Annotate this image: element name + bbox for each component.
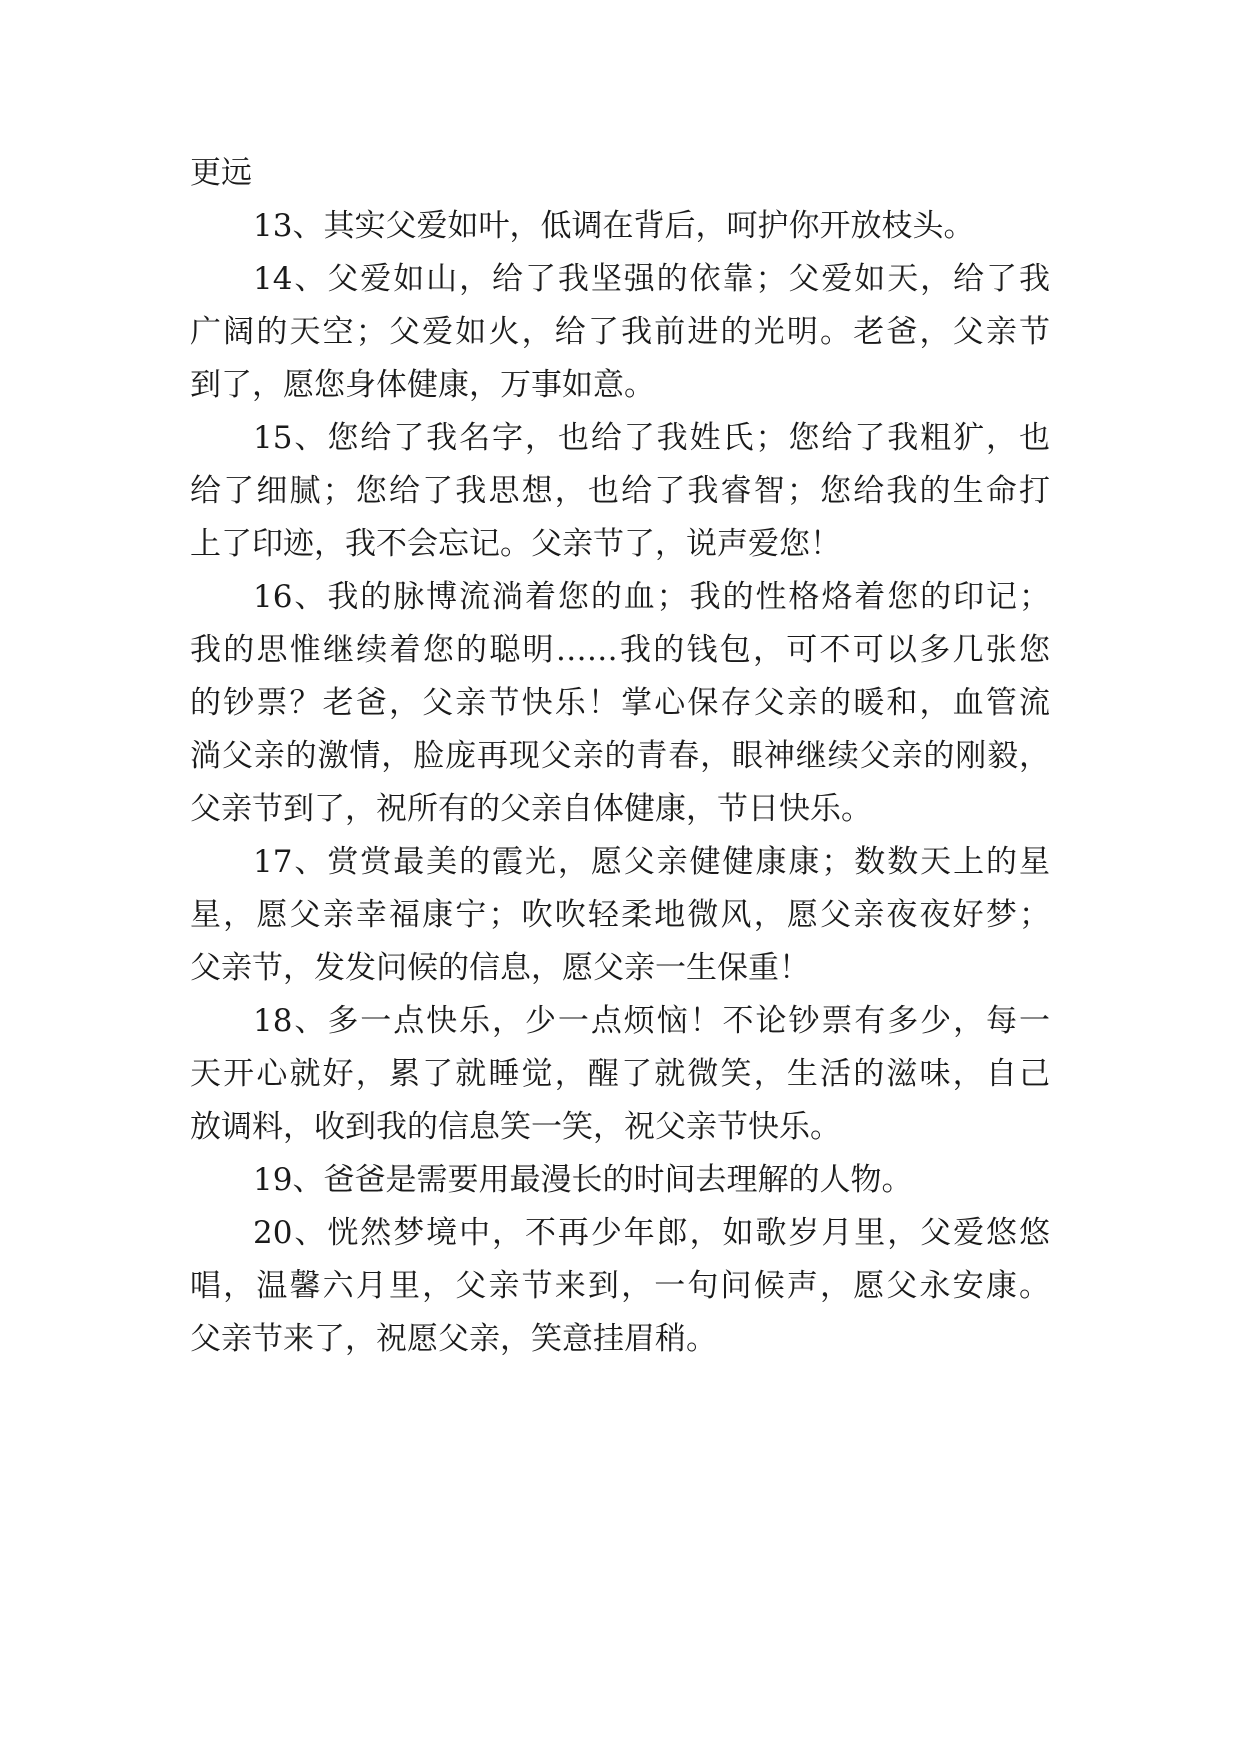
text-line: 上了印迹，我不会忘记。父亲节了，说声爱您！ [190,526,841,562]
paragraph-19-line: 19、爸爸是需要用最漫长的时间去理解的人物。 [253,1162,913,1198]
paragraph-15-line: 15、您给了我名字，也给了我姓氏；您给了我粗犷，也 [253,420,1050,456]
text-line: 广阔的天空；父爱如火，给了我前进的光明。老爸，父亲节 [190,314,1050,350]
text-line: 唱，温馨六月里，父亲节来到，一句问候声，愿父永安康。 [190,1268,1050,1304]
text-line: 到了，愿您身体健康，万事如意。 [190,367,655,403]
text-line: 天开心就好，累了就睡觉，醒了就微笑，生活的滋味，自己 [190,1056,1050,1092]
paragraph-16-line: 16、我的脉博流淌着您的血；我的性格烙着您的印记； [253,579,1050,615]
text-line: 父亲节，发发问候的信息，愿父亲一生保重！ [190,950,810,986]
paragraph-13-line: 13、其实父爱如叶，低调在背后，呵护你开放枝头。 [253,208,975,244]
text-line: 我的思惟继续着您的聪明……我的钱包，可不可以多几张您 [190,632,1050,668]
text-line: 父亲节来了，祝愿父亲，笑意挂眉稍。 [190,1321,717,1357]
text-line: 给了细腻；您给了我思想，也给了我睿智；您给我的生命打 [190,473,1050,509]
paragraph-20-line: 20、恍然梦境中，不再少年郎，如歌岁月里，父爱悠悠 [253,1215,1050,1251]
paragraph-17-line: 17、赏赏最美的霞光，愿父亲健健康康；数数天上的星 [253,844,1050,880]
text-line: 星，愿父亲幸福康宁；吹吹轻柔地微风，愿父亲夜夜好梦； [190,897,1050,933]
text-line: 放调料，收到我的信息笑一笑，祝父亲节快乐。 [190,1109,841,1145]
text-line: 更远 [190,155,252,191]
text-line: 淌父亲的激情，脸庞再现父亲的青春，眼神继续父亲的刚毅， [190,738,1050,774]
paragraph-18-line: 18、多一点快乐，少一点烦恼！不论钞票有多少，每一 [253,1003,1050,1039]
text-line: 父亲节到了，祝所有的父亲自体健康，节日快乐。 [190,791,872,827]
paragraph-14-line: 14、父爱如山，给了我坚强的依靠；父爱如天，给了我 [253,261,1050,297]
text-line: 的钞票？老爸，父亲节快乐！掌心保存父亲的暖和，血管流 [190,685,1050,721]
